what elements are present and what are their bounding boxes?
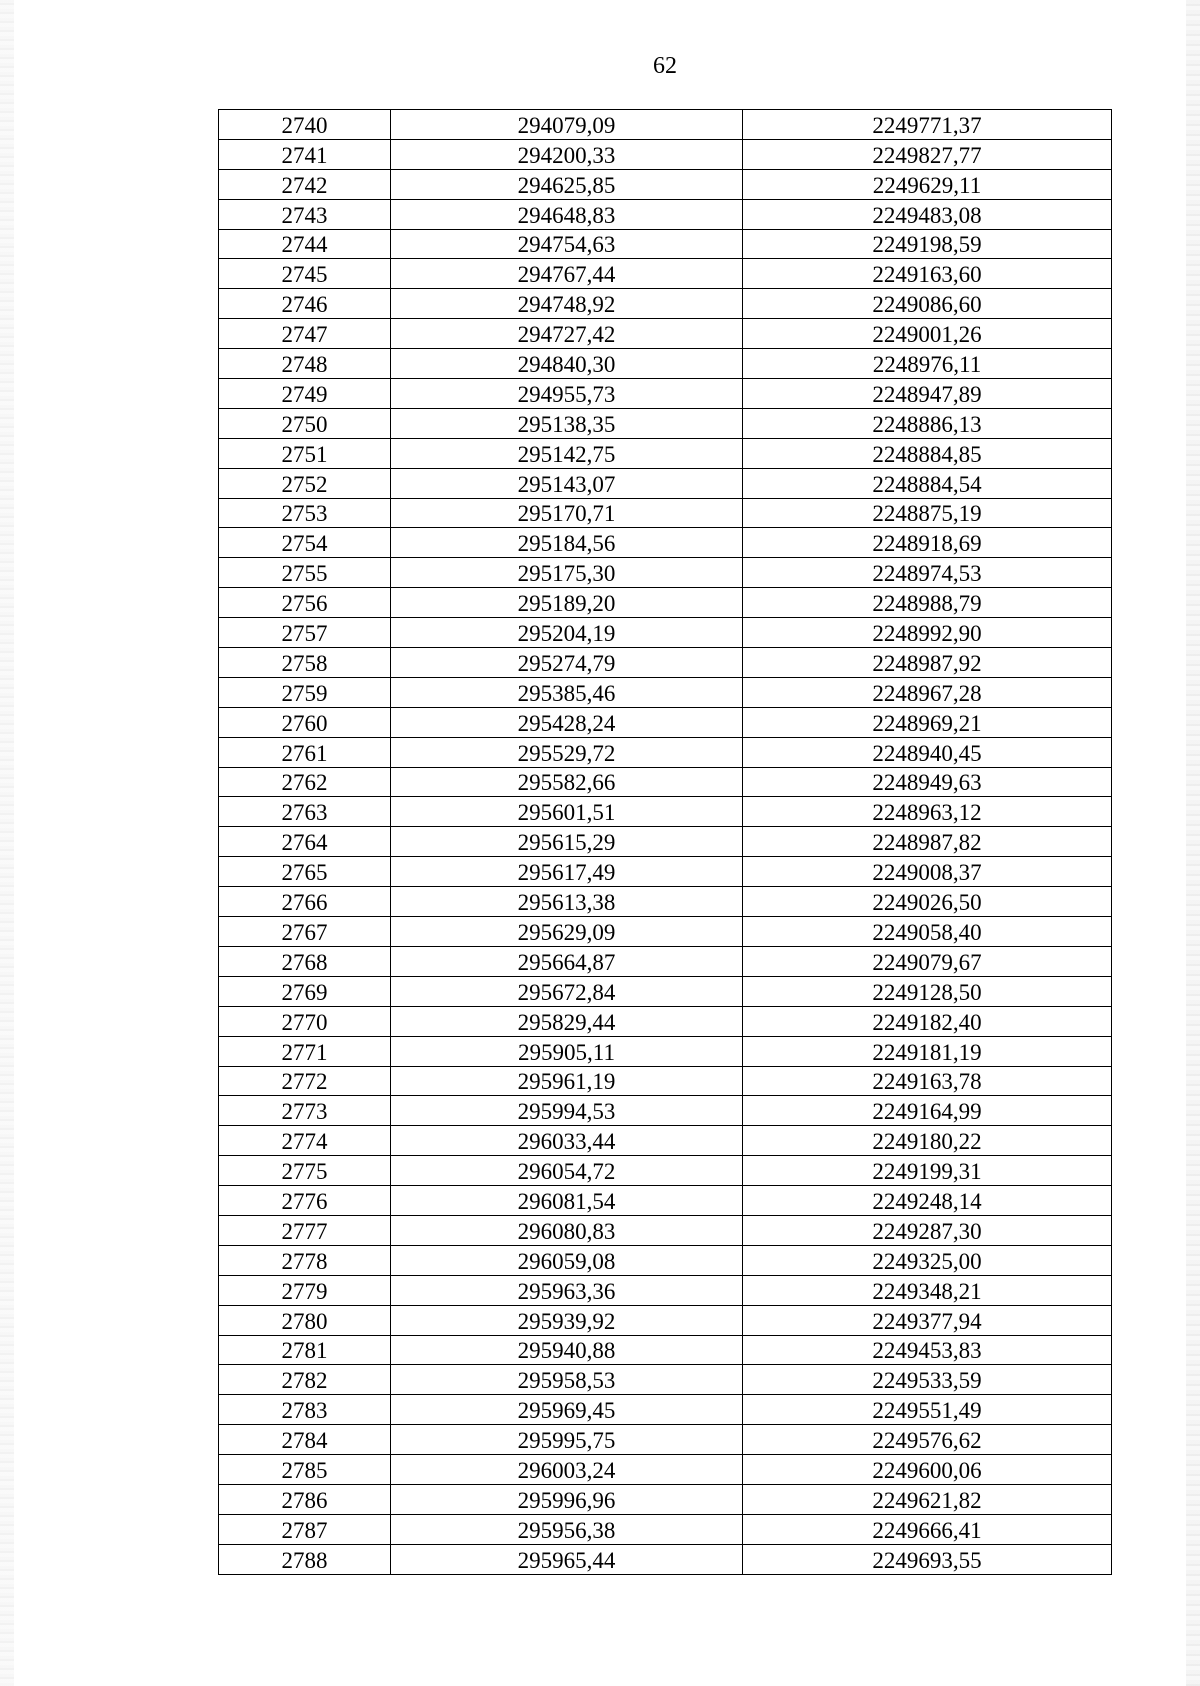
point-number-cell: 2768 xyxy=(219,946,391,976)
point-number-cell: 2762 xyxy=(219,767,391,797)
table-row xyxy=(219,1395,1112,1425)
y-coordinate-cell: 2249008,37 xyxy=(743,857,1112,887)
table-row xyxy=(219,379,1112,409)
y-coordinate-cell: 2249164,99 xyxy=(743,1096,1112,1126)
y-coordinate-cell: 2248947,89 xyxy=(743,379,1112,409)
y-coordinate-cell: 2248884,54 xyxy=(743,468,1112,498)
coordinates-table xyxy=(218,109,1112,1575)
x-coordinate-cell: 295996,96 xyxy=(391,1484,743,1514)
x-coordinate-cell: 295617,49 xyxy=(391,857,743,887)
x-coordinate-cell: 295601,51 xyxy=(391,797,743,827)
x-coordinate-cell: 295940,88 xyxy=(391,1335,743,1365)
table-row xyxy=(219,319,1112,349)
y-coordinate-cell: 2248969,21 xyxy=(743,707,1112,737)
y-coordinate-cell: 2249377,94 xyxy=(743,1305,1112,1335)
table-row xyxy=(219,1156,1112,1186)
x-coordinate-cell: 296081,54 xyxy=(391,1186,743,1216)
table-row xyxy=(219,408,1112,438)
y-coordinate-cell: 2249533,59 xyxy=(743,1365,1112,1395)
y-coordinate-cell: 2248992,90 xyxy=(743,618,1112,648)
y-coordinate-cell: 2249551,49 xyxy=(743,1395,1112,1425)
point-number-cell: 2783 xyxy=(219,1395,391,1425)
table-row xyxy=(219,677,1112,707)
table-row xyxy=(219,110,1112,140)
x-coordinate-cell: 295184,56 xyxy=(391,528,743,558)
table-row xyxy=(219,1455,1112,1485)
x-coordinate-cell: 295629,09 xyxy=(391,917,743,947)
x-coordinate-cell: 295905,11 xyxy=(391,1036,743,1066)
y-coordinate-cell: 2249453,83 xyxy=(743,1335,1112,1365)
y-coordinate-cell: 2249621,82 xyxy=(743,1484,1112,1514)
point-number-cell: 2755 xyxy=(219,558,391,588)
y-coordinate-cell: 2249181,19 xyxy=(743,1036,1112,1066)
point-number-cell: 2746 xyxy=(219,289,391,319)
table-row xyxy=(219,827,1112,857)
y-coordinate-cell: 2249163,78 xyxy=(743,1066,1112,1096)
x-coordinate-cell: 295175,30 xyxy=(391,558,743,588)
y-coordinate-cell: 2249666,41 xyxy=(743,1514,1112,1544)
point-number-cell: 2741 xyxy=(219,139,391,169)
x-coordinate-cell: 295138,35 xyxy=(391,408,743,438)
y-coordinate-cell: 2248987,82 xyxy=(743,827,1112,857)
table-row xyxy=(219,199,1112,229)
table-row xyxy=(219,1096,1112,1126)
y-coordinate-cell: 2248918,69 xyxy=(743,528,1112,558)
y-coordinate-cell: 2249483,08 xyxy=(743,199,1112,229)
table-row xyxy=(219,1335,1112,1365)
point-number-cell: 2752 xyxy=(219,468,391,498)
x-coordinate-cell: 295994,53 xyxy=(391,1096,743,1126)
point-number-cell: 2743 xyxy=(219,199,391,229)
point-number-cell: 2747 xyxy=(219,319,391,349)
table-row xyxy=(219,259,1112,289)
x-coordinate-cell: 296059,08 xyxy=(391,1245,743,1275)
point-number-cell: 2770 xyxy=(219,1006,391,1036)
point-number-cell: 2774 xyxy=(219,1126,391,1156)
x-coordinate-cell: 295939,92 xyxy=(391,1305,743,1335)
x-coordinate-cell: 295274,79 xyxy=(391,648,743,678)
x-coordinate-cell: 295170,71 xyxy=(391,498,743,528)
point-number-cell: 2771 xyxy=(219,1036,391,1066)
y-coordinate-cell: 2248976,11 xyxy=(743,349,1112,379)
table-row xyxy=(219,1544,1112,1574)
point-number-cell: 2748 xyxy=(219,349,391,379)
table-row xyxy=(219,707,1112,737)
point-number-cell: 2761 xyxy=(219,737,391,767)
table-row xyxy=(219,229,1112,259)
x-coordinate-cell: 295204,19 xyxy=(391,618,743,648)
table-row xyxy=(219,737,1112,767)
table-row xyxy=(219,1215,1112,1245)
y-coordinate-cell: 2249771,37 xyxy=(743,110,1112,140)
y-coordinate-cell: 2248875,19 xyxy=(743,498,1112,528)
table-row xyxy=(219,618,1112,648)
table-row xyxy=(219,857,1112,887)
table-row xyxy=(219,1484,1112,1514)
x-coordinate-cell: 295965,44 xyxy=(391,1544,743,1574)
point-number-cell: 2772 xyxy=(219,1066,391,1096)
table-row xyxy=(219,1036,1112,1066)
table-row xyxy=(219,1305,1112,1335)
x-coordinate-cell: 294955,73 xyxy=(391,379,743,409)
x-coordinate-cell: 294625,85 xyxy=(391,169,743,199)
point-number-cell: 2777 xyxy=(219,1215,391,1245)
x-coordinate-cell: 295963,36 xyxy=(391,1275,743,1305)
table-row xyxy=(219,1186,1112,1216)
point-number-cell: 2742 xyxy=(219,169,391,199)
y-coordinate-cell: 2249182,40 xyxy=(743,1006,1112,1036)
x-coordinate-cell: 296080,83 xyxy=(391,1215,743,1245)
point-number-cell: 2740 xyxy=(219,110,391,140)
point-number-cell: 2750 xyxy=(219,408,391,438)
point-number-cell: 2754 xyxy=(219,528,391,558)
y-coordinate-cell: 2249248,14 xyxy=(743,1186,1112,1216)
table-row xyxy=(219,468,1112,498)
y-coordinate-cell: 2249693,55 xyxy=(743,1544,1112,1574)
x-coordinate-cell: 294200,33 xyxy=(391,139,743,169)
table-row xyxy=(219,528,1112,558)
y-coordinate-cell: 2249058,40 xyxy=(743,917,1112,947)
x-coordinate-cell: 295529,72 xyxy=(391,737,743,767)
point-number-cell: 2760 xyxy=(219,707,391,737)
point-number-cell: 2787 xyxy=(219,1514,391,1544)
table-row xyxy=(219,976,1112,1006)
table-row xyxy=(219,1066,1112,1096)
y-coordinate-cell: 2249001,26 xyxy=(743,319,1112,349)
table-row xyxy=(219,498,1112,528)
point-number-cell: 2775 xyxy=(219,1156,391,1186)
y-coordinate-cell: 2248988,79 xyxy=(743,588,1112,618)
point-number-cell: 2773 xyxy=(219,1096,391,1126)
point-number-cell: 2788 xyxy=(219,1544,391,1574)
x-coordinate-cell: 295143,07 xyxy=(391,468,743,498)
x-coordinate-cell: 296033,44 xyxy=(391,1126,743,1156)
table-row xyxy=(219,588,1112,618)
x-coordinate-cell: 295664,87 xyxy=(391,946,743,976)
scan-edge-left xyxy=(0,0,14,1686)
x-coordinate-cell: 294727,42 xyxy=(391,319,743,349)
y-coordinate-cell: 2248940,45 xyxy=(743,737,1112,767)
x-coordinate-cell: 295995,75 xyxy=(391,1425,743,1455)
point-number-cell: 2765 xyxy=(219,857,391,887)
table-row xyxy=(219,648,1112,678)
y-coordinate-cell: 2249287,30 xyxy=(743,1215,1112,1245)
x-coordinate-cell: 294748,92 xyxy=(391,289,743,319)
x-coordinate-cell: 295615,29 xyxy=(391,827,743,857)
x-coordinate-cell: 295969,45 xyxy=(391,1395,743,1425)
y-coordinate-cell: 2249629,11 xyxy=(743,169,1112,199)
x-coordinate-cell: 295189,20 xyxy=(391,588,743,618)
y-coordinate-cell: 2248884,85 xyxy=(743,438,1112,468)
y-coordinate-cell: 2249079,67 xyxy=(743,946,1112,976)
y-coordinate-cell: 2249600,06 xyxy=(743,1455,1112,1485)
x-coordinate-cell: 294754,63 xyxy=(391,229,743,259)
x-coordinate-cell: 296003,24 xyxy=(391,1455,743,1485)
table-row xyxy=(219,1365,1112,1395)
point-number-cell: 2776 xyxy=(219,1186,391,1216)
table-row xyxy=(219,139,1112,169)
y-coordinate-cell: 2248963,12 xyxy=(743,797,1112,827)
y-coordinate-cell: 2248967,28 xyxy=(743,677,1112,707)
y-coordinate-cell: 2249163,60 xyxy=(743,259,1112,289)
x-coordinate-cell: 294767,44 xyxy=(391,259,743,289)
point-number-cell: 2749 xyxy=(219,379,391,409)
x-coordinate-cell: 294648,83 xyxy=(391,199,743,229)
table-row xyxy=(219,1425,1112,1455)
table-row xyxy=(219,289,1112,319)
point-number-cell: 2766 xyxy=(219,887,391,917)
y-coordinate-cell: 2249180,22 xyxy=(743,1126,1112,1156)
point-number-cell: 2769 xyxy=(219,976,391,1006)
y-coordinate-cell: 2248886,13 xyxy=(743,408,1112,438)
table-row xyxy=(219,1006,1112,1036)
point-number-cell: 2784 xyxy=(219,1425,391,1455)
x-coordinate-cell: 295385,46 xyxy=(391,677,743,707)
x-coordinate-cell: 294840,30 xyxy=(391,349,743,379)
table-row xyxy=(219,767,1112,797)
point-number-cell: 2786 xyxy=(219,1484,391,1514)
point-number-cell: 2767 xyxy=(219,917,391,947)
y-coordinate-cell: 2249827,77 xyxy=(743,139,1112,169)
x-coordinate-cell: 295582,66 xyxy=(391,767,743,797)
point-number-cell: 2745 xyxy=(219,259,391,289)
point-number-cell: 2763 xyxy=(219,797,391,827)
table-row xyxy=(219,1514,1112,1544)
y-coordinate-cell: 2249198,59 xyxy=(743,229,1112,259)
y-coordinate-cell: 2249086,60 xyxy=(743,289,1112,319)
table-row xyxy=(219,887,1112,917)
table-row xyxy=(219,349,1112,379)
y-coordinate-cell: 2249199,31 xyxy=(743,1156,1112,1186)
y-coordinate-cell: 2248974,53 xyxy=(743,558,1112,588)
y-coordinate-cell: 2248987,92 xyxy=(743,648,1112,678)
point-number-cell: 2779 xyxy=(219,1275,391,1305)
point-number-cell: 2756 xyxy=(219,588,391,618)
y-coordinate-cell: 2249325,00 xyxy=(743,1245,1112,1275)
x-coordinate-cell: 295958,53 xyxy=(391,1365,743,1395)
y-coordinate-cell: 2249128,50 xyxy=(743,976,1112,1006)
table-row xyxy=(219,169,1112,199)
table-row xyxy=(219,558,1112,588)
table-row xyxy=(219,438,1112,468)
point-number-cell: 2759 xyxy=(219,677,391,707)
table-row xyxy=(219,797,1112,827)
point-number-cell: 2778 xyxy=(219,1245,391,1275)
scan-edge-right xyxy=(1186,0,1200,1686)
y-coordinate-cell: 2249026,50 xyxy=(743,887,1112,917)
x-coordinate-cell: 296054,72 xyxy=(391,1156,743,1186)
table-row xyxy=(219,1245,1112,1275)
coordinates-table-body xyxy=(219,110,1112,1575)
table-row xyxy=(219,917,1112,947)
x-coordinate-cell: 295428,24 xyxy=(391,707,743,737)
point-number-cell: 2744 xyxy=(219,229,391,259)
point-number-cell: 2781 xyxy=(219,1335,391,1365)
point-number-cell: 2782 xyxy=(219,1365,391,1395)
x-coordinate-cell: 295961,19 xyxy=(391,1066,743,1096)
y-coordinate-cell: 2249576,62 xyxy=(743,1425,1112,1455)
y-coordinate-cell: 2248949,63 xyxy=(743,767,1112,797)
table-row xyxy=(219,946,1112,976)
table-row xyxy=(219,1126,1112,1156)
x-coordinate-cell: 295142,75 xyxy=(391,438,743,468)
table-row xyxy=(219,1275,1112,1305)
point-number-cell: 2757 xyxy=(219,618,391,648)
page-number: 62 xyxy=(653,53,677,79)
point-number-cell: 2751 xyxy=(219,438,391,468)
point-number-cell: 2764 xyxy=(219,827,391,857)
x-coordinate-cell: 295672,84 xyxy=(391,976,743,1006)
point-number-cell: 2753 xyxy=(219,498,391,528)
x-coordinate-cell: 295829,44 xyxy=(391,1006,743,1036)
x-coordinate-cell: 295956,38 xyxy=(391,1514,743,1544)
x-coordinate-cell: 295613,38 xyxy=(391,887,743,917)
point-number-cell: 2758 xyxy=(219,648,391,678)
x-coordinate-cell: 294079,09 xyxy=(391,110,743,140)
y-coordinate-cell: 2249348,21 xyxy=(743,1275,1112,1305)
point-number-cell: 2780 xyxy=(219,1305,391,1335)
point-number-cell: 2785 xyxy=(219,1455,391,1485)
